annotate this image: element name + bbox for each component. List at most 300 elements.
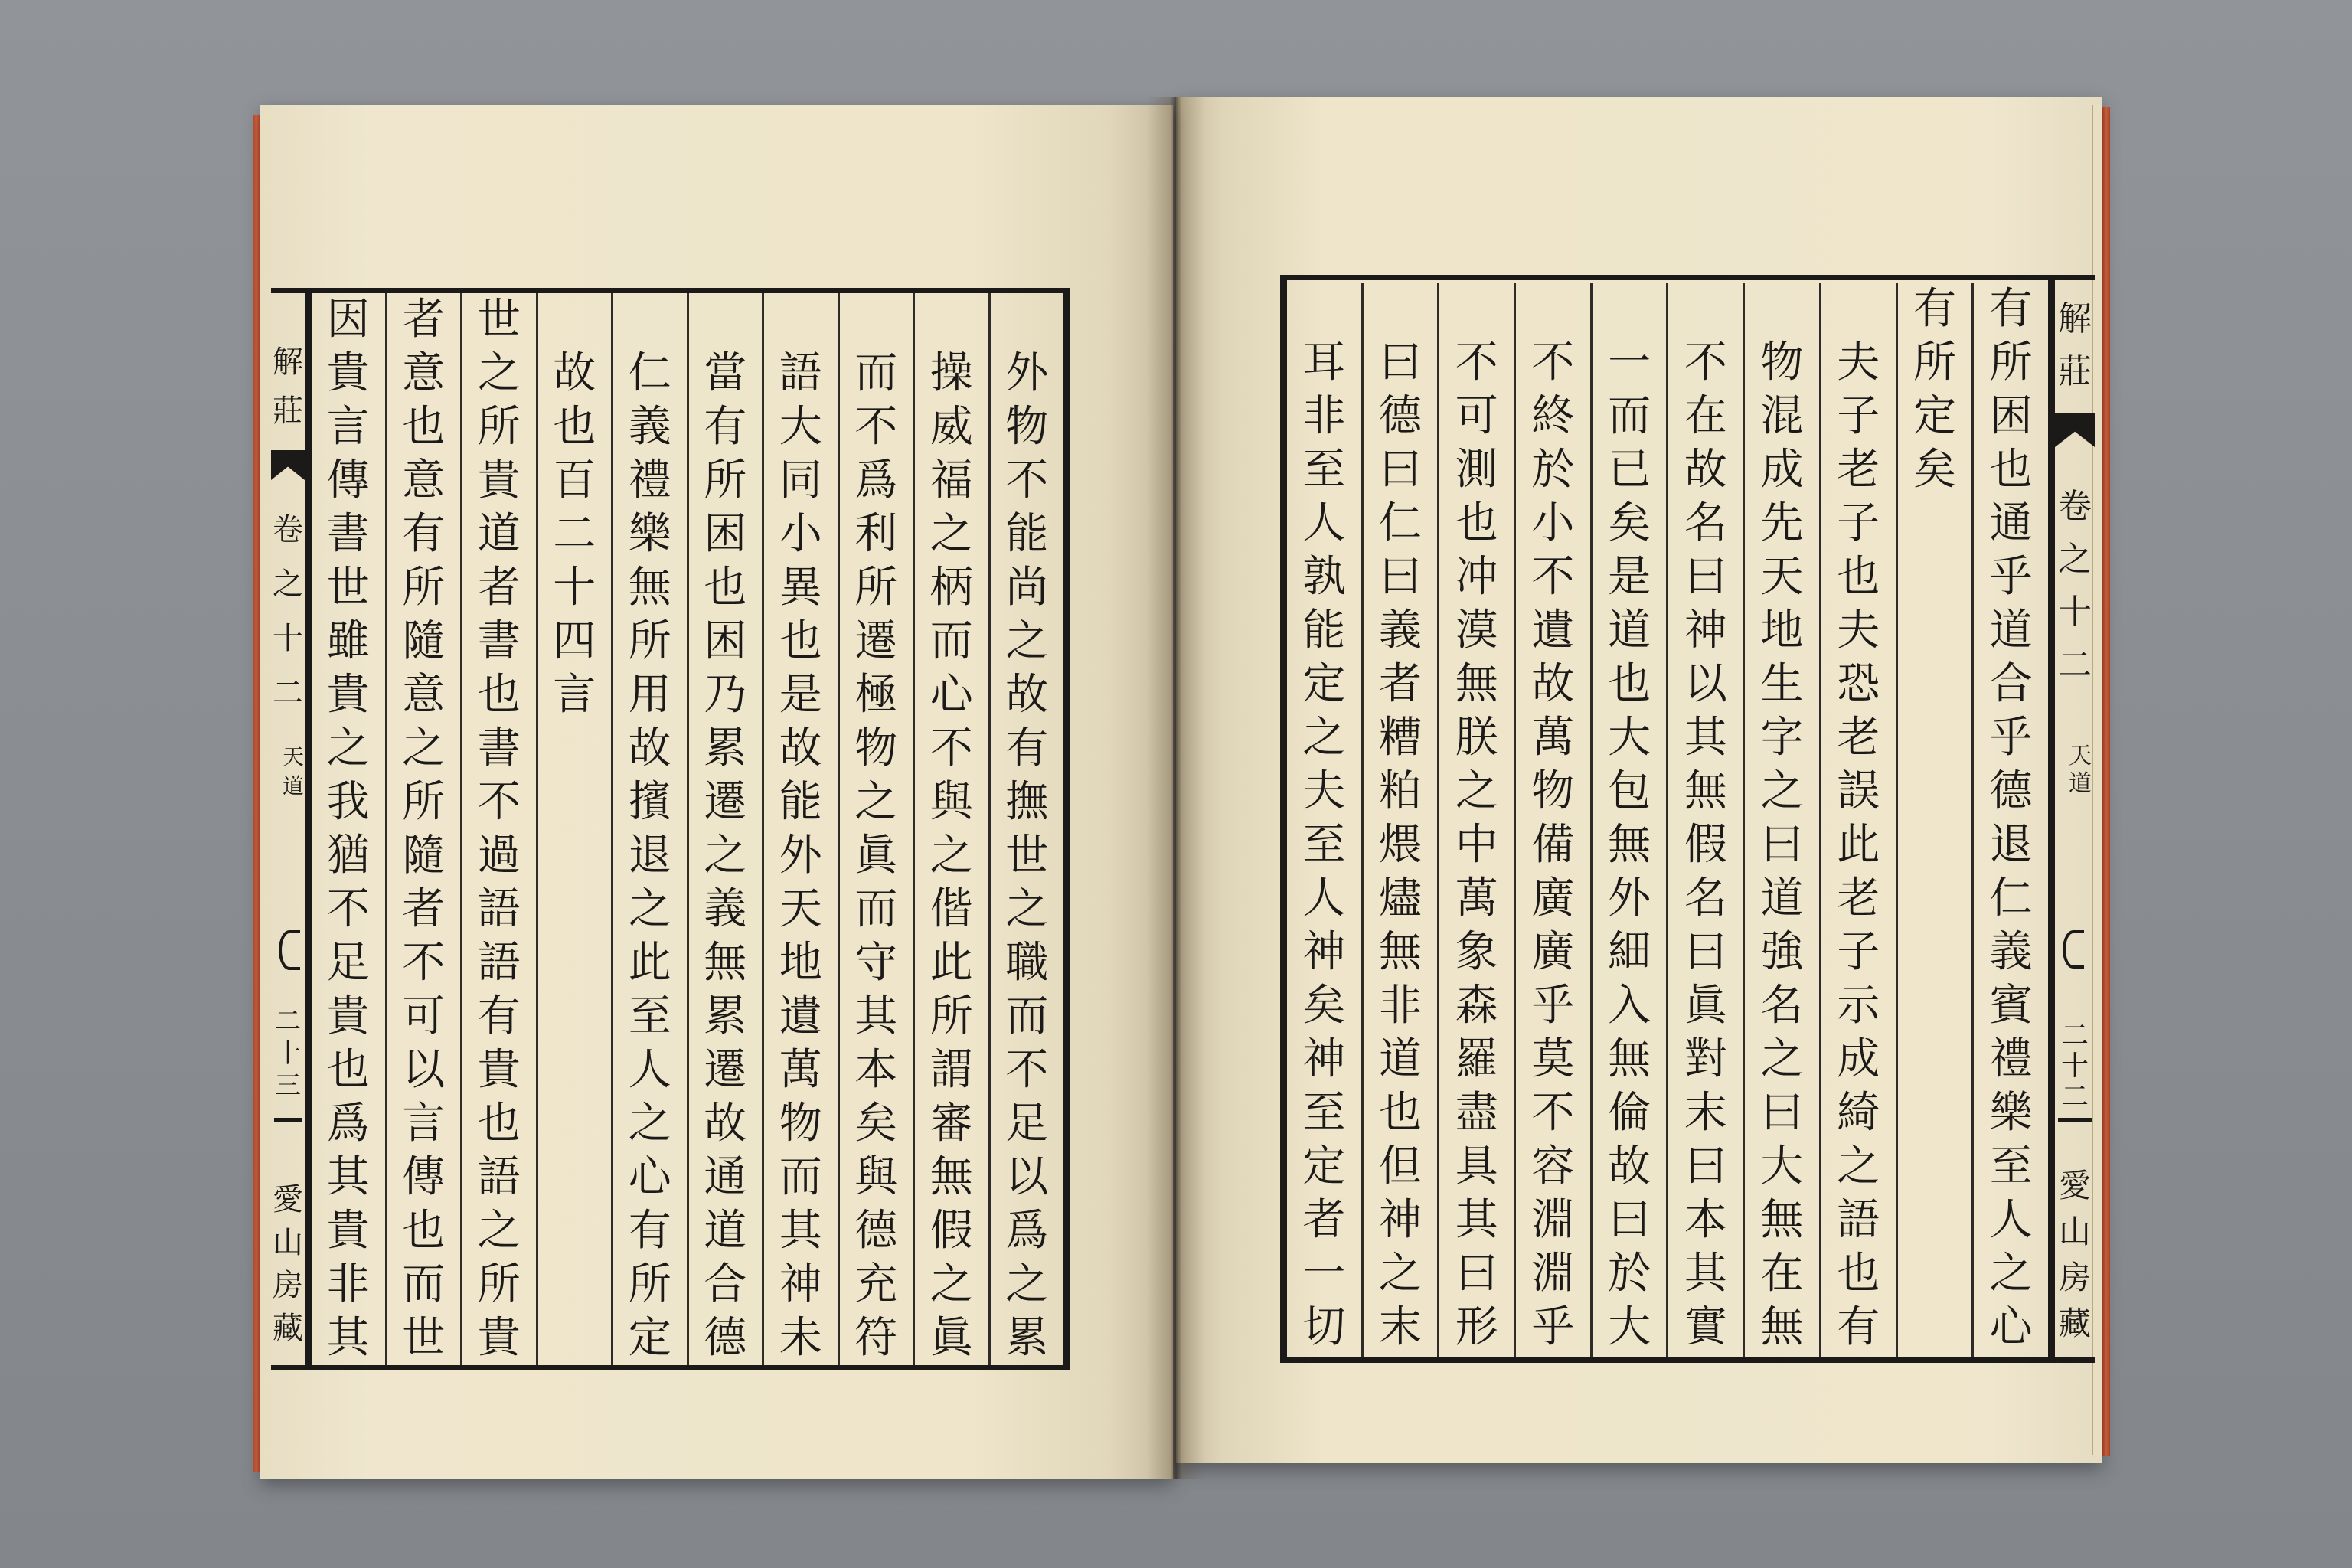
glyph: 用 xyxy=(628,670,671,720)
glyph: 禮 xyxy=(1989,1034,2033,1084)
commentary-column xyxy=(536,293,612,1365)
margin-rule xyxy=(274,1118,302,1122)
glyph: 十 xyxy=(275,1038,301,1069)
commentary-column xyxy=(611,293,687,1365)
glyph: 所 xyxy=(402,777,446,827)
glyph: 冲 xyxy=(1455,552,1498,602)
glyph: 也 xyxy=(402,1206,446,1256)
right-text-frame xyxy=(1280,275,2095,1363)
glyph: 貴 xyxy=(326,991,370,1041)
glyph: 矣 xyxy=(854,1099,898,1148)
glyph: 其 xyxy=(326,1313,370,1363)
glyph: 猶 xyxy=(326,831,370,880)
glyph: 足 xyxy=(1005,1099,1049,1148)
glyph: 此 xyxy=(1837,820,1880,870)
glyph: 地 xyxy=(1760,606,1804,655)
glyph: 故 xyxy=(1608,1142,1651,1191)
text-column xyxy=(460,293,536,1365)
glyph: 爲 xyxy=(854,456,898,505)
glyph: 意 xyxy=(402,456,446,505)
glyph: 不 xyxy=(929,724,973,773)
glyph: 中 xyxy=(1455,820,1498,870)
glyph: 神 xyxy=(1684,606,1727,655)
commentary-column xyxy=(913,293,988,1365)
glyph: 神 xyxy=(779,1259,822,1309)
glyph: 也 xyxy=(553,402,596,452)
glyph: 無 xyxy=(1455,659,1498,709)
glyph: 者 xyxy=(477,563,521,612)
margin-rule xyxy=(2058,1118,2092,1122)
column-text xyxy=(312,293,385,1365)
glyph: 不 xyxy=(1005,1045,1049,1095)
glyph: 成 xyxy=(1837,1034,1880,1084)
glyph: 擯 xyxy=(628,777,671,827)
glyph: 同 xyxy=(779,456,822,505)
glyph: 子 xyxy=(1837,927,1880,977)
glyph: 意 xyxy=(402,348,446,398)
glyph: 不 xyxy=(402,938,446,988)
glyph: 綺 xyxy=(1837,1088,1880,1138)
glyph: 其 xyxy=(779,1206,822,1256)
glyph: 德 xyxy=(1989,766,2033,816)
column-text xyxy=(613,293,687,1365)
publisher-mark xyxy=(2055,1163,2095,1347)
column-text xyxy=(991,293,1064,1365)
glyph: 謂 xyxy=(929,1045,973,1095)
glyph: 混 xyxy=(1760,391,1804,441)
glyph: 故 xyxy=(1005,670,1049,720)
glyph: 合 xyxy=(1989,659,2033,709)
glyph: 矣 xyxy=(1302,981,1346,1031)
glyph: 不 xyxy=(1005,456,1049,505)
column-text xyxy=(1898,283,1972,497)
glyph: 也 xyxy=(704,563,747,612)
glyph: 廣 xyxy=(1531,874,1575,923)
commentary-column xyxy=(838,293,913,1365)
glyph: 二 xyxy=(2058,645,2092,684)
glyph: 二 xyxy=(2060,1081,2089,1112)
glyph: 德 xyxy=(854,1206,898,1256)
glyph: 之 xyxy=(477,1206,521,1256)
glyph: 煨 xyxy=(1379,820,1423,870)
glyph: 小 xyxy=(1531,498,1575,548)
right-red-page-edge xyxy=(2102,107,2110,1456)
glyph: 符 xyxy=(854,1313,898,1363)
book-title xyxy=(2055,292,2095,398)
glyph: 不 xyxy=(1684,338,1727,387)
glyph: 包 xyxy=(1608,766,1651,816)
glyph: 之 xyxy=(1989,1249,2033,1298)
glyph: 至 xyxy=(1302,1088,1346,1138)
glyph: 是 xyxy=(779,670,822,720)
column-text xyxy=(1974,283,2048,1354)
glyph: 也 xyxy=(1989,445,2033,495)
commentary-column xyxy=(1437,283,1514,1357)
commentary-column xyxy=(1666,283,1743,1357)
glyph: 老 xyxy=(1837,445,1880,495)
commentary-column xyxy=(988,293,1064,1365)
gutter-shadow xyxy=(1147,97,1205,1479)
glyph: 所 xyxy=(477,1259,521,1309)
glyph: 之 xyxy=(704,831,747,880)
glyph: 矣 xyxy=(1913,445,1956,495)
glyph: 也 xyxy=(1837,552,1880,602)
glyph: 解 xyxy=(273,345,303,380)
glyph: 廣 xyxy=(1531,927,1575,977)
glyph: 有 xyxy=(1837,1302,1880,1352)
glyph: 也 xyxy=(779,616,822,666)
glyph: 藏 xyxy=(273,1311,303,1346)
glyph: 賓 xyxy=(1989,981,2033,1031)
glyph: 無 xyxy=(1684,766,1727,816)
glyph: 至 xyxy=(1302,445,1346,495)
glyph: 此 xyxy=(628,938,671,988)
leaf-number xyxy=(271,1005,305,1102)
glyph: 德 xyxy=(1379,391,1423,441)
glyph: 定 xyxy=(1302,1142,1346,1191)
glyph: 樂 xyxy=(628,509,671,559)
glyph: 乃 xyxy=(704,670,747,720)
glyph: 語 xyxy=(1837,1195,1880,1245)
glyph: 不 xyxy=(854,402,898,452)
glyph: 解 xyxy=(2058,299,2092,338)
glyph: 德 xyxy=(704,1313,747,1363)
column-text xyxy=(1592,283,1667,1354)
glyph: 所 xyxy=(704,456,747,505)
volume-label xyxy=(271,503,305,720)
glyph: 朕 xyxy=(1455,713,1498,763)
glyph: 人 xyxy=(1302,874,1346,923)
glyph: 撫 xyxy=(1005,777,1049,827)
glyph: 二 xyxy=(2060,1020,2089,1051)
glyph: 言 xyxy=(553,670,596,720)
glyph: 退 xyxy=(1989,820,2033,870)
book-title xyxy=(271,338,305,436)
glyph: 言 xyxy=(402,1099,446,1148)
glyph: 仁 xyxy=(628,348,671,398)
glyph: 莊 xyxy=(2058,352,2092,391)
glyph: 守 xyxy=(854,938,898,988)
glyph: 困 xyxy=(704,509,747,559)
glyph: 實 xyxy=(1684,1302,1727,1352)
glyph: 卷 xyxy=(2058,487,2092,526)
glyph: 神 xyxy=(1302,1034,1346,1084)
glyph: 無 xyxy=(1379,927,1423,977)
glyph: 莫 xyxy=(1531,1034,1575,1084)
column-text xyxy=(915,293,988,1365)
glyph: 有 xyxy=(1913,284,1956,334)
chapter-label xyxy=(2066,743,2095,798)
glyph: 於 xyxy=(1531,445,1575,495)
glyph: 遷 xyxy=(854,616,898,666)
glyph: 乎 xyxy=(1989,713,2033,763)
fish-tail-mark xyxy=(2055,413,2095,447)
glyph: 定 xyxy=(1302,659,1346,709)
glyph: 可 xyxy=(402,991,446,1041)
glyph: 心 xyxy=(1989,1302,2033,1352)
glyph: 有 xyxy=(477,991,521,1041)
glyph: 而 xyxy=(1005,991,1049,1041)
glyph: 夫 xyxy=(1302,766,1346,816)
glyph: 至 xyxy=(1302,820,1346,870)
glyph: 小 xyxy=(779,509,822,559)
glyph: 象 xyxy=(1455,927,1498,977)
glyph: 有 xyxy=(1989,284,2033,334)
glyph: 困 xyxy=(1989,391,2033,441)
commentary-column xyxy=(762,293,838,1365)
glyph: 至 xyxy=(628,991,671,1041)
left-text-columns xyxy=(305,293,1063,1365)
glyph: 故 xyxy=(628,724,671,773)
glyph: 於 xyxy=(1608,1249,1651,1298)
glyph: 備 xyxy=(1531,820,1575,870)
glyph: 大 xyxy=(1608,713,1651,763)
glyph: 房 xyxy=(2058,1259,2091,1296)
glyph: 漠 xyxy=(1455,606,1498,655)
glyph: 其 xyxy=(854,991,898,1041)
text-column xyxy=(312,293,385,1365)
glyph: 也 xyxy=(1608,659,1651,709)
glyph: 房 xyxy=(273,1268,303,1303)
leaf-number xyxy=(2055,1021,2095,1112)
glyph: 無 xyxy=(1760,1195,1804,1245)
glyph: 定 xyxy=(1913,391,1956,441)
glyph: 其 xyxy=(1684,713,1727,763)
column-text xyxy=(462,293,536,1365)
glyph: 其 xyxy=(1455,1195,1498,1245)
glyph: 眞 xyxy=(854,831,898,880)
glyph: 之 xyxy=(628,884,671,934)
right-fold-margin xyxy=(2055,280,2095,1357)
glyph: 柄 xyxy=(929,563,973,612)
glyph: 而 xyxy=(854,884,898,934)
glyph: 曰 xyxy=(1760,1088,1804,1138)
glyph: 道 xyxy=(704,1206,747,1256)
glyph: 愛 xyxy=(2058,1167,2091,1204)
glyph: 有 xyxy=(628,1206,671,1256)
glyph: 曰 xyxy=(1455,1249,1498,1298)
glyph: 貴 xyxy=(326,1206,370,1256)
column-text xyxy=(1439,283,1514,1354)
glyph: 至 xyxy=(1989,1142,2033,1191)
glyph: 所 xyxy=(929,991,973,1041)
glyph: 我 xyxy=(326,777,370,827)
glyph: 物 xyxy=(779,1099,822,1148)
column-text xyxy=(1668,283,1743,1354)
glyph: 地 xyxy=(779,938,822,988)
glyph: 遺 xyxy=(1531,606,1575,655)
glyph: 切 xyxy=(1302,1302,1346,1352)
glyph: 名 xyxy=(1684,874,1727,923)
column-text xyxy=(387,293,461,1365)
glyph: 故 xyxy=(779,724,822,773)
glyph: 之 xyxy=(854,777,898,827)
glyph: 而 xyxy=(779,1152,822,1202)
glyph: 遺 xyxy=(779,991,822,1041)
glyph: 在 xyxy=(1760,1249,1804,1298)
right-text-columns xyxy=(1287,280,2055,1357)
glyph: 山 xyxy=(273,1225,303,1260)
glyph: 累 xyxy=(704,724,747,773)
glyph: 者 xyxy=(402,884,446,934)
glyph: 道 xyxy=(1760,874,1804,923)
glyph: 但 xyxy=(1379,1142,1423,1191)
glyph: 之 xyxy=(929,1259,973,1309)
glyph: 操 xyxy=(929,348,973,398)
glyph: 退 xyxy=(628,831,671,880)
glyph: 之 xyxy=(1005,884,1049,934)
glyph: 終 xyxy=(1531,391,1575,441)
glyph: 爲 xyxy=(1005,1206,1049,1256)
glyph: 名 xyxy=(1684,498,1727,548)
column-text xyxy=(840,293,913,1365)
glyph: 貴 xyxy=(477,1313,521,1363)
glyph: 耳 xyxy=(1302,338,1346,387)
glyph: 物 xyxy=(1760,338,1804,387)
glyph: 名 xyxy=(1760,981,1804,1031)
glyph: 者 xyxy=(402,295,446,345)
glyph: 曰 xyxy=(1379,445,1423,495)
glyph: 職 xyxy=(1005,938,1049,988)
glyph: 矣 xyxy=(1608,498,1651,548)
column-text xyxy=(764,293,838,1365)
commentary-column xyxy=(1819,283,1896,1357)
left-page xyxy=(260,105,1173,1479)
glyph: 故 xyxy=(1531,659,1575,709)
glyph: 威 xyxy=(929,402,973,452)
glyph: 語 xyxy=(477,1152,521,1202)
glyph: 非 xyxy=(326,1259,370,1309)
glyph: 恐 xyxy=(1837,659,1880,709)
glyph: 假 xyxy=(929,1206,973,1256)
glyph: 極 xyxy=(854,670,898,720)
glyph: 不 xyxy=(477,777,521,827)
glyph: 能 xyxy=(779,777,822,827)
right-page xyxy=(1176,97,2102,1463)
glyph: 道 xyxy=(1989,606,2033,655)
glyph: 傳 xyxy=(402,1152,446,1202)
glyph: 故 xyxy=(553,348,596,398)
left-fold-margin xyxy=(271,293,305,1365)
glyph: 可 xyxy=(1455,391,1498,441)
glyph: 禮 xyxy=(628,456,671,505)
glyph: 莊 xyxy=(273,394,303,429)
glyph: 不 xyxy=(1455,338,1498,387)
glyph: 所 xyxy=(402,563,446,612)
glyph: 示 xyxy=(1837,981,1880,1031)
glyph: 貴 xyxy=(477,456,521,505)
glyph: 過 xyxy=(477,831,521,880)
glyph: 遷 xyxy=(704,1045,747,1095)
glyph: 之 xyxy=(1379,1249,1423,1298)
glyph: 天 xyxy=(282,744,304,769)
glyph: 淵 xyxy=(1531,1195,1575,1245)
glyph: 累 xyxy=(704,991,747,1041)
glyph: 能 xyxy=(1302,606,1346,655)
text-column xyxy=(1896,283,1972,1357)
glyph: 假 xyxy=(1684,820,1727,870)
glyph: 故 xyxy=(704,1099,747,1148)
column-text xyxy=(689,293,763,1365)
glyph: 天 xyxy=(779,884,822,934)
glyph: 四 xyxy=(553,616,596,666)
glyph: 者 xyxy=(1302,1195,1346,1245)
glyph: 隨 xyxy=(402,616,446,666)
glyph: 已 xyxy=(1608,445,1651,495)
glyph: 而 xyxy=(929,616,973,666)
glyph: 測 xyxy=(1455,445,1498,495)
glyph: 外 xyxy=(1608,874,1651,923)
glyph: 卷 xyxy=(273,512,303,547)
glyph: 書 xyxy=(477,724,521,773)
glyph: 萬 xyxy=(779,1045,822,1095)
glyph: 心 xyxy=(929,670,973,720)
glyph: 倫 xyxy=(1608,1088,1651,1138)
glyph: 人 xyxy=(628,1045,671,1095)
commentary-column xyxy=(687,293,763,1365)
glyph: 故 xyxy=(1684,445,1727,495)
glyph: 不 xyxy=(1531,552,1575,602)
glyph: 道 xyxy=(477,509,521,559)
glyph: 道 xyxy=(2069,770,2092,797)
glyph: 對 xyxy=(1684,1034,1727,1084)
glyph: 眞 xyxy=(929,1313,973,1363)
glyph: 在 xyxy=(1684,391,1727,441)
glyph: 曰 xyxy=(1684,927,1727,977)
glyph: 萬 xyxy=(1531,713,1575,763)
glyph: 老 xyxy=(1837,713,1880,763)
glyph: 不 xyxy=(1531,1088,1575,1138)
glyph: 充 xyxy=(854,1259,898,1309)
glyph: 也 xyxy=(477,1099,521,1148)
glyph: 而 xyxy=(402,1259,446,1309)
glyph: 也 xyxy=(326,1045,370,1095)
glyph: 此 xyxy=(929,938,973,988)
glyph: 無 xyxy=(628,563,671,612)
glyph: 道 xyxy=(1379,1034,1423,1084)
glyph: 之 xyxy=(1455,766,1498,816)
glyph: 語 xyxy=(477,938,521,988)
glyph: 之 xyxy=(628,1099,671,1148)
glyph: 萬 xyxy=(1455,874,1498,923)
glyph: 大 xyxy=(779,402,822,452)
commentary-column xyxy=(1743,283,1819,1357)
glyph: 乎 xyxy=(1989,552,2033,602)
glyph: 也 xyxy=(1379,1088,1423,1138)
commentary-column xyxy=(1514,283,1590,1357)
glyph: 以 xyxy=(402,1045,446,1095)
glyph: 仁 xyxy=(1989,874,2033,923)
glyph: 福 xyxy=(929,456,973,505)
publisher-mark xyxy=(271,1178,305,1350)
glyph: 末 xyxy=(1379,1302,1423,1352)
glyph: 道 xyxy=(282,773,304,799)
lower-fish-tail-mark xyxy=(279,930,300,970)
chapter-label xyxy=(282,743,305,801)
glyph: 生 xyxy=(1760,659,1804,709)
glyph: 無 xyxy=(704,938,747,988)
glyph: 語 xyxy=(477,884,521,934)
glyph: 燼 xyxy=(1379,874,1423,923)
glyph: 爲 xyxy=(326,1099,370,1148)
glyph: 本 xyxy=(1684,1195,1727,1245)
glyph: 老 xyxy=(1837,874,1880,923)
glyph: 當 xyxy=(704,348,747,398)
glyph: 之 xyxy=(326,724,370,773)
glyph: 十 xyxy=(2060,1050,2089,1082)
glyph: 未 xyxy=(779,1313,822,1363)
fish-tail-mark xyxy=(271,450,305,480)
